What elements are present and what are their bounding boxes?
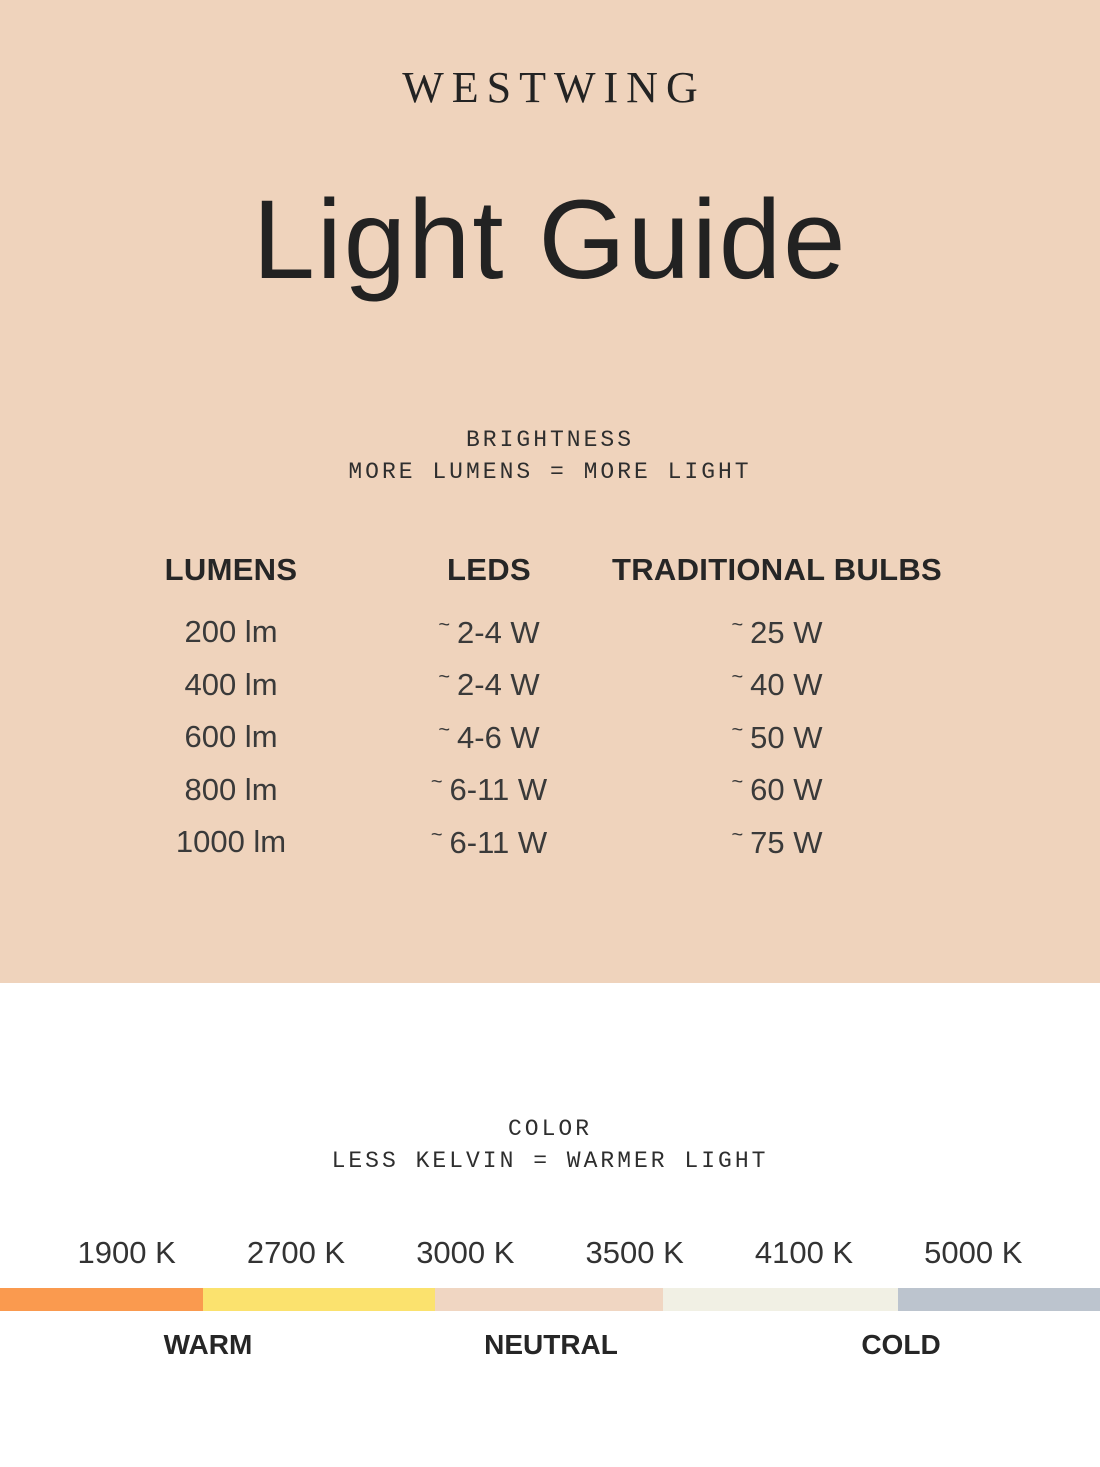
led-watt-value: ~ 2-4 W xyxy=(438,613,540,650)
lumens-conversion-table xyxy=(0,548,1100,869)
bulb-watt-value: ~ 40 W xyxy=(731,666,823,703)
temperature-label-cold: COLD xyxy=(861,1329,941,1360)
table-row xyxy=(96,764,1100,817)
color-caption xyxy=(0,983,1100,1177)
table-body xyxy=(96,606,1100,869)
kelvin-label: 5000 K xyxy=(924,1235,1023,1270)
bulb-watt-value: ~ 75 W xyxy=(731,823,823,860)
kelvin-label: 3500 K xyxy=(585,1235,684,1270)
brightness-heading: BRIGHTNESS xyxy=(465,427,635,453)
page-title: Light Guide xyxy=(252,177,848,302)
approx-symbol: ~ xyxy=(438,718,450,741)
color-subheading: LESS KELVIN = WARMER LIGHT xyxy=(331,1148,769,1174)
kelvin-labels-row xyxy=(0,1235,1100,1271)
bulb-watt-value: ~ 25 W xyxy=(731,613,823,650)
table-row xyxy=(96,606,1100,659)
lumens-value: 200 lm xyxy=(184,614,278,650)
scale-segment-warm-orange xyxy=(0,1288,203,1311)
brand-logo: WESTWING xyxy=(402,63,706,112)
kelvin-label: 2700 K xyxy=(246,1235,346,1270)
led-watt-value: ~ 6-11 W xyxy=(430,771,548,808)
column-header-lumens: LUMENS xyxy=(164,552,298,587)
scale-segment-warm-yellow xyxy=(203,1288,435,1311)
table-row xyxy=(96,711,1100,764)
table-row xyxy=(96,816,1100,869)
temperature-labels-row xyxy=(0,1321,1100,1381)
scale-segment-neutral-cream xyxy=(663,1288,898,1311)
bulb-watt-value: ~ 50 W xyxy=(731,718,823,755)
temperature-label-neutral: NEUTRAL xyxy=(484,1329,618,1360)
brightness-subheading: MORE LUMENS = MORE LIGHT xyxy=(348,459,752,485)
kelvin-label: 3000 K xyxy=(416,1235,515,1270)
color-heading: COLOR xyxy=(507,1116,592,1142)
lumens-value: 400 lm xyxy=(184,666,278,702)
lumens-value: 1000 lm xyxy=(175,824,287,860)
column-header-leds: LEDS xyxy=(447,552,531,587)
lumens-value: 600 lm xyxy=(184,719,278,755)
table-header-row xyxy=(96,548,1100,592)
approx-symbol: ~ xyxy=(731,666,744,689)
approx-symbol: ~ xyxy=(731,771,744,794)
kelvin-label: 4100 K xyxy=(754,1235,854,1270)
brightness-caption xyxy=(0,424,1100,488)
scale-segment-neutral-tan xyxy=(435,1288,663,1311)
approx-symbol: ~ xyxy=(430,771,443,794)
approx-symbol: ~ xyxy=(430,823,443,846)
kelvin-color-scale-bar xyxy=(0,1288,1100,1311)
approx-symbol: ~ xyxy=(438,613,450,636)
table-row xyxy=(96,659,1100,712)
led-watt-value: ~ 2-4 W xyxy=(438,666,540,703)
column-header-traditional-bulbs: TRADITIONAL BULBS xyxy=(612,552,943,587)
led-watt-value: ~ 4-6 W xyxy=(438,718,540,755)
approx-symbol: ~ xyxy=(731,613,744,636)
bulb-watt-value: ~ 60 W xyxy=(731,771,823,808)
kelvin-label: 1900 K xyxy=(77,1235,176,1270)
led-watt-value: ~ 6-11 W xyxy=(430,823,548,860)
approx-symbol: ~ xyxy=(731,718,744,741)
approx-symbol: ~ xyxy=(731,823,744,846)
color-panel xyxy=(0,983,1100,1467)
scale-segment-cold-blue xyxy=(898,1288,1100,1311)
approx-symbol: ~ xyxy=(438,666,450,689)
lumens-value: 800 lm xyxy=(184,771,278,807)
temperature-label-warm: WARM xyxy=(163,1329,253,1360)
